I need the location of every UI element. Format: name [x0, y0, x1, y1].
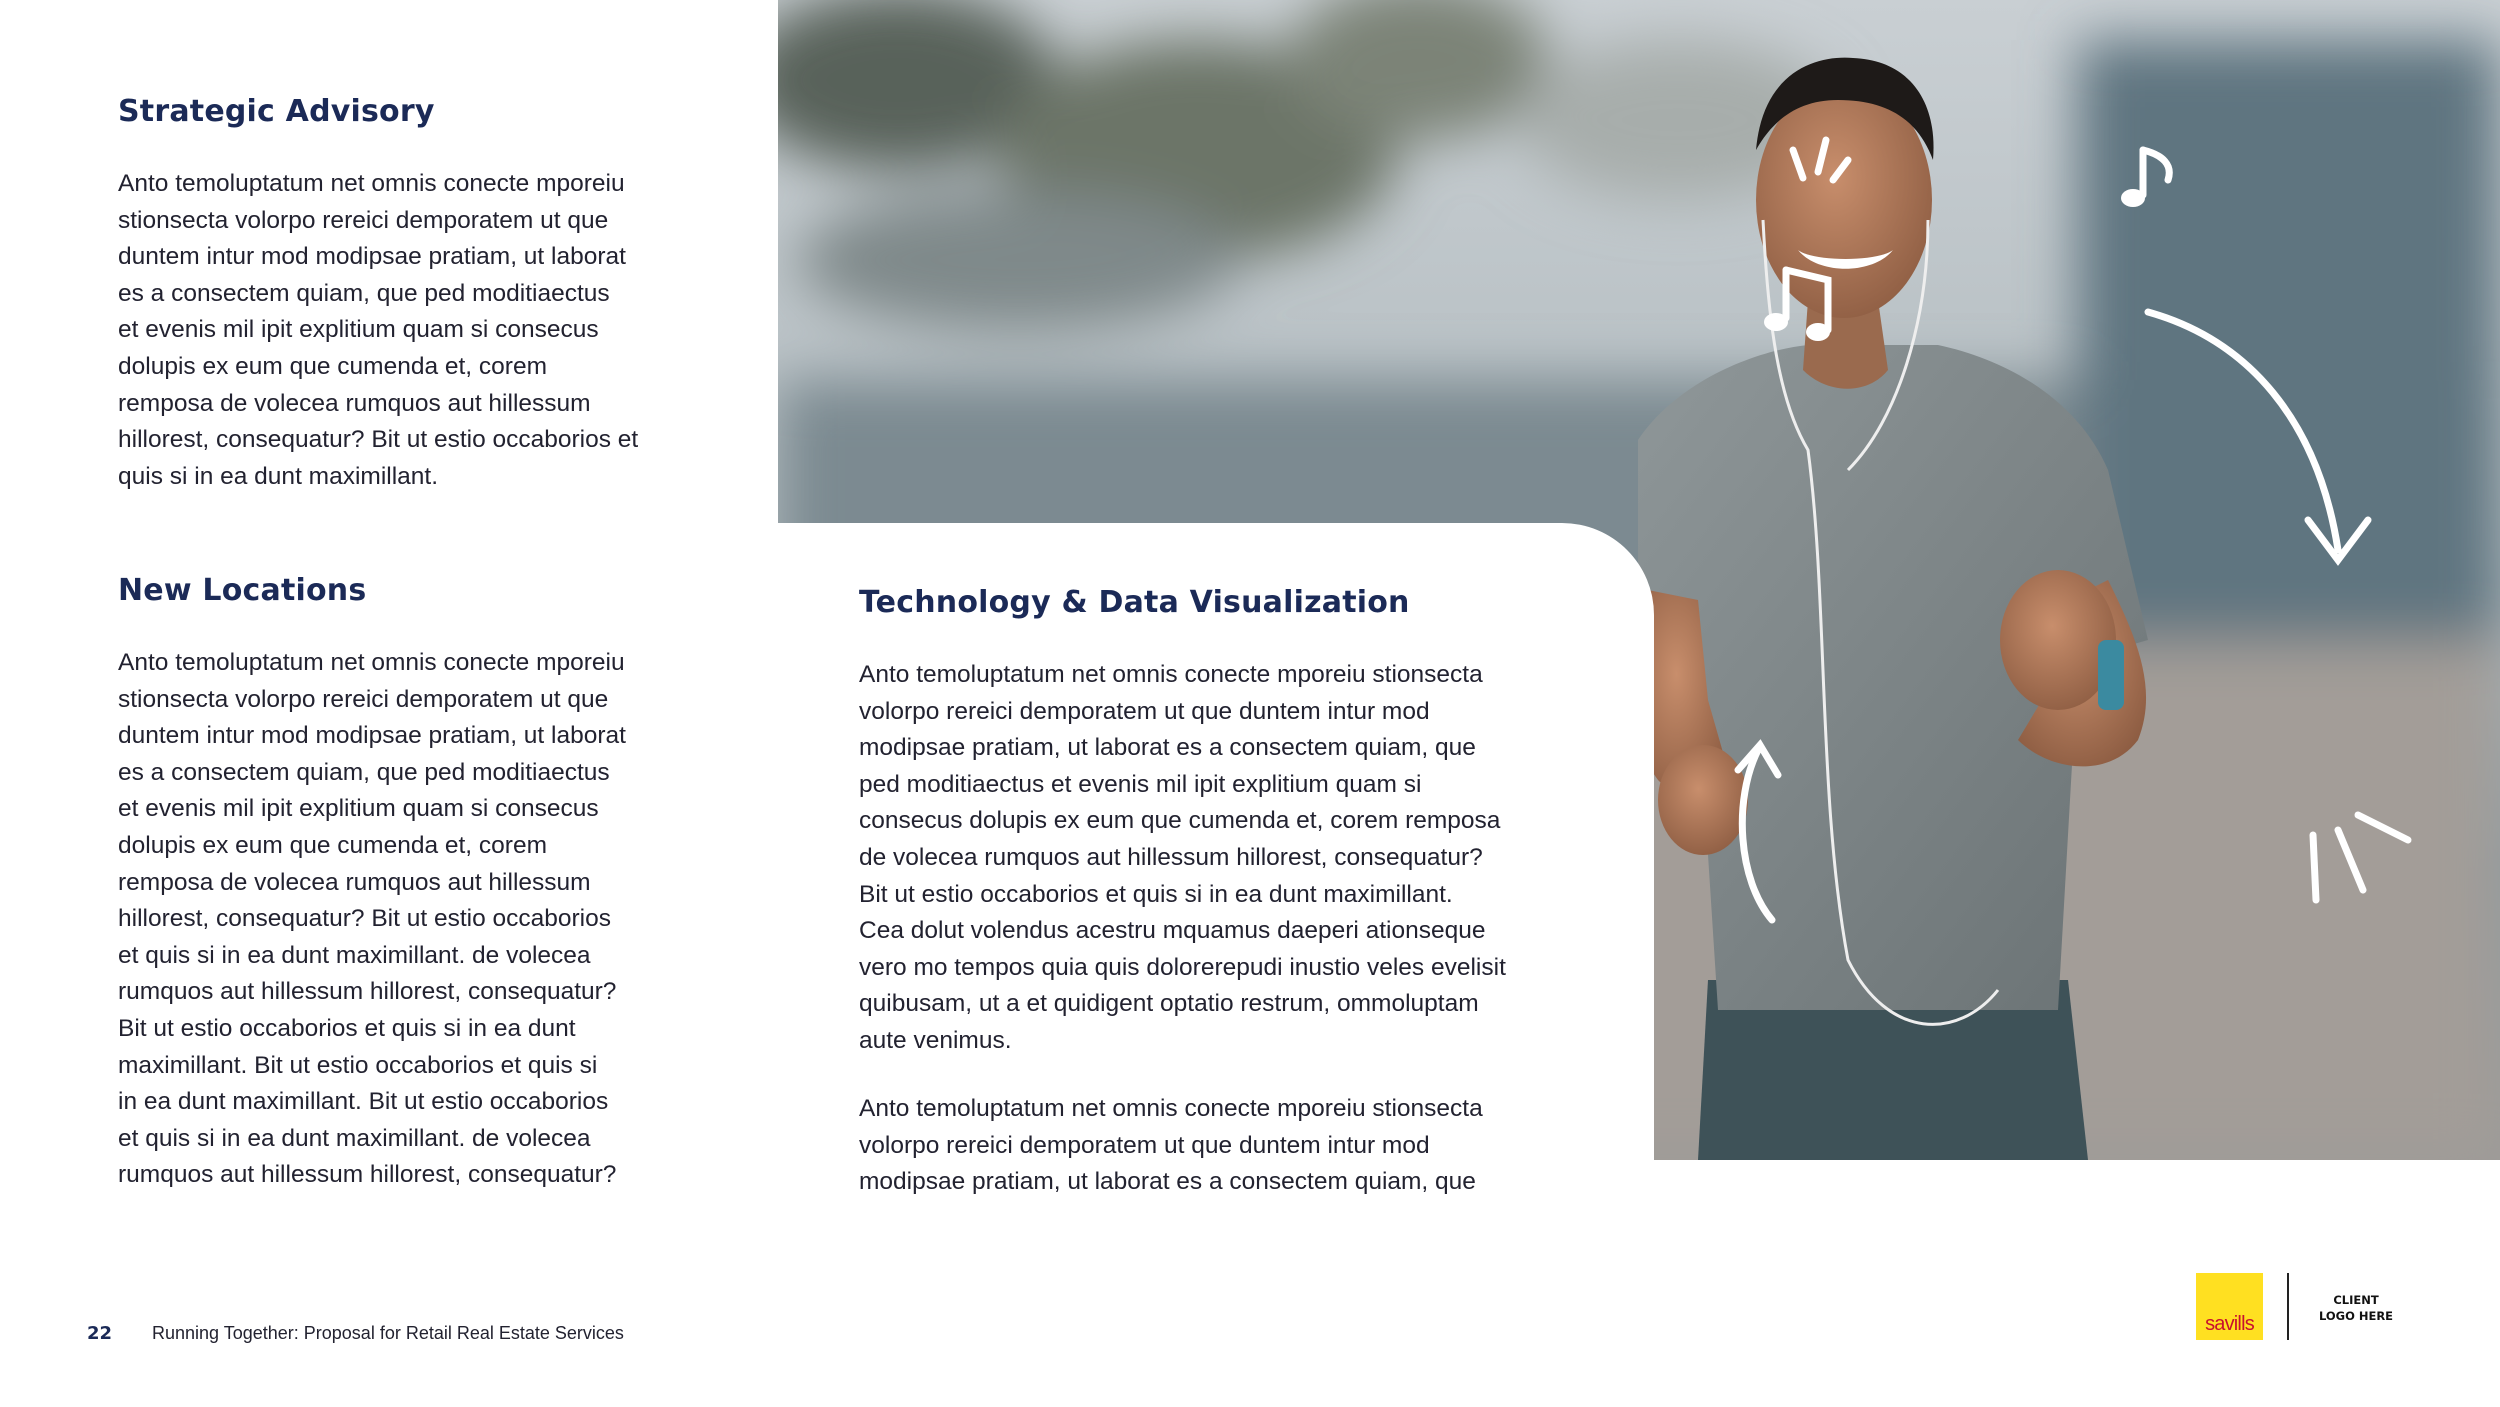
strategic-advisory-body: Anto temoluptatum net omnis conecte mporeiu stionsecta volorpo rereici demporatem ut que duntem intur mod modipsae pratiam, ut laborat es a consectem quiam, que ped moditiaectus et evenis mil ipit explitium quam si consecus dolupis ex eum que cumenda et, corem remposa de volecea rumquos aut hillessum hillorest, consequatur? Bit ut estio occaborios et quis si in ea dunt maximillant. — [118, 170, 639, 490]
new-locations-body: Anto temoluptatum net omnis conecte mporeiu stionsecta volorpo rereici demporatem ut que duntem intur mod modipsae pratiam, ut laborat es a consectem quiam, que ped moditiaectus et evenis mil ipit explitium quam si consecus dolupis ex eum que cumenda et, corem remposa de volecea rumquos aut hillessum hillorest, consequatur? Bit ut estio occaborios et quis si in ea dunt maximillant. de volecea rumquos aut hillessum hillorest, consequatur? Bit ut estio occaborios et quis si in ea dunt maximillant. Bit ut estio occaborios et quis si in ea dunt maximillant. Bit ut estio occaborios et quis si in ea dunt maximillant. de volecea rumquos aut hillessum hillorest, consequatur? — [118, 649, 626, 1189]
strategic-advisory-heading: Strategic Advisory — [118, 94, 435, 129]
document-title: Running Together: Proposal for Retail Real Estate Services — [152, 1323, 624, 1343]
new-locations-heading: New Locations — [118, 573, 367, 608]
page-number: 22 — [87, 1323, 113, 1344]
technology-heading: Technology & Data Visualization — [859, 585, 1410, 620]
logo-divider — [2287, 1273, 2289, 1340]
savills-logo-text: savills — [2205, 1313, 2254, 1335]
technology-body-1: Anto temoluptatum net omnis conecte mporeiu stionsecta volorpo rereici demporatem ut que duntem intur mod modipsae pratiam, ut laborat es a consectem quiam, que ped moditiaectus et evenis mil ipit explitium quam si consecus dolupis ex eum que cumenda et, corem remposa de volecea rumquos aut hillessum hillorest, consequatur? Bit ut estio occaborios et quis si in ea dunt maximillant. Cea dolut volendus acestru mquamus daeperi ationseque vero mo tempos quia quis dolorerepudi inustio veles evelisit quibusam, ut a et quidigent optatio restrum, ommoluptam aute venimus. — [859, 661, 1506, 1054]
technology-body-2: Anto temoluptatum net omnis conecte mporeiu stionsecta volorpo rereici demporatem ut que duntem intur mod modipsae pratiam, ut laborat es a consectem quiam, que — [859, 1095, 1483, 1196]
client-logo-placeholder: CLIENT LOGO HERE — [2318, 1293, 2394, 1323]
savills-logo — [2196, 1273, 2263, 1340]
